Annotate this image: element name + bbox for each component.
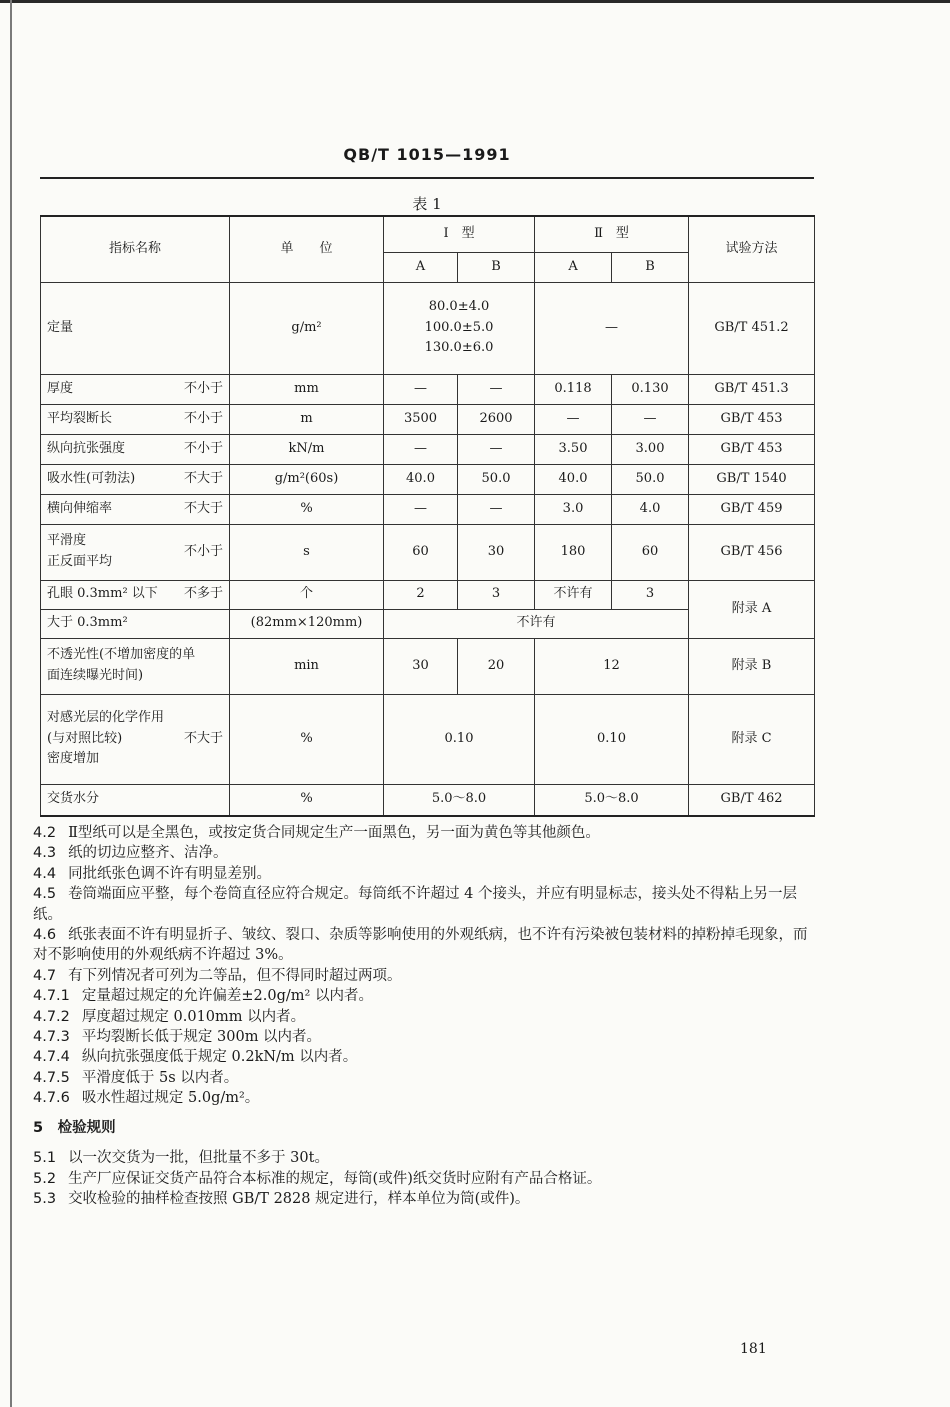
row-type1-b: — [458,494,535,524]
row-name-text: 纵向抗张强度 [47,440,126,456]
row-type1-b: — [458,434,535,464]
row-unit: (82mm×120mm) [230,609,384,638]
table-row [41,374,815,404]
row-name-line: 正反面平均 [47,554,113,569]
table-header-row [41,216,815,252]
row-name [41,434,230,464]
row-name: 定量 [41,282,230,374]
row-name [41,464,230,494]
row-name [41,404,230,434]
clause-number: 4.7 [33,967,57,984]
row-name: 交货水分 [41,784,230,816]
row-unit: s [230,524,384,580]
row-type2-a: 不许有 [535,580,612,609]
row-type1-a: 60 [384,524,458,580]
clause-number: 4.7.6 [33,1090,70,1107]
row-unit: mm [230,374,384,404]
row-type2-b: 3.00 [612,434,689,464]
row-type1-b: — [458,374,535,404]
clause [33,986,813,1006]
table-row [41,434,815,464]
row-name-text: 吸水性(可勃法) [47,470,136,486]
row-type2-b: 60 [612,524,689,580]
row-type1-values: 0.10 [384,694,535,784]
clause [33,1068,813,1088]
table-row [41,494,815,524]
row-type2-b: 4.0 [612,494,689,524]
row-name [41,374,230,404]
row-unit: g/m²(60s) [230,464,384,494]
clause-text: 吸水性超过规定 5.0g/m²。 [81,1090,260,1107]
row-type1-a: — [384,434,458,464]
value-line: 100.0±5.0 [424,319,494,335]
clause-text: 厚度超过规定 0.010mm 以内者。 [81,1008,306,1025]
clause-text: 同批纸张色调不许有明显差别。 [68,865,272,882]
clause-number: 4.7.5 [33,1069,70,1086]
clause [33,884,813,925]
row-type2-a: 0.118 [535,374,612,404]
scan-top-edge [0,0,950,3]
row-name-line: 对感光层的化学作用 [47,709,165,725]
page-number: 181 [740,1341,767,1357]
clause [33,966,813,986]
row-type1-b: 20 [458,638,535,694]
clause [33,1148,813,1168]
spec-table [40,215,815,817]
row-unit: g/m² [230,282,384,374]
clause-text: 定量超过规定的允许偏差±2.0g/m² 以内者。 [81,988,373,1005]
header-type-1: Ⅰ 型 [384,216,535,252]
table-row [41,404,815,434]
table-row [41,524,815,580]
row-name-line: 平滑度 [47,533,87,549]
clause-number: 5.2 [33,1170,57,1187]
row-name-text: 平均裂断长 [47,410,113,426]
row-unit: % [230,694,384,784]
row-type1-a: 3500 [384,404,458,434]
clause-text: 生产厂应保证交货产品符合本标准的规定，每筒(或件)纸交货时应附有产品合格证。 [68,1170,602,1187]
table-row [41,282,815,374]
row-type2-values: 12 [535,638,689,694]
document-header: QB/T 1015—1991 [343,145,511,164]
row-type1-a: 2 [384,580,458,609]
row-type1-a: 40.0 [384,464,458,494]
clause [33,843,813,863]
row-name [41,638,230,694]
value-line: 130.0±6.0 [424,340,494,356]
row-method: GB/T 453 [689,404,815,434]
row-type2-a: 40.0 [535,464,612,494]
row-unit: m [230,404,384,434]
header-method: 试验方法 [689,216,815,282]
row-qualifier: 不多于 [183,586,223,602]
row-name: 大于 0.3mm² [41,609,230,638]
clause-number: 4.4 [33,865,57,882]
row-merged-value: 不许有 [384,609,689,638]
scan-left-edge [10,0,12,1407]
row-type2-b: 3 [612,580,689,609]
row-unit: min [230,638,384,694]
clause-number: 4.2 [33,825,57,841]
row-method: GB/T 459 [689,494,815,524]
row-name [41,694,230,784]
header-type2-a: A [535,252,612,282]
row-type2-values: 5.0～8.0 [535,784,689,816]
row-unit: kN/m [230,434,384,464]
row-qualifier: 不大于 [183,730,223,746]
row-type2-values: 0.10 [535,694,689,784]
table-row [41,784,815,816]
row-type2-values: — [535,282,689,374]
clause [33,823,813,843]
header-rule [40,177,814,179]
clause [33,1169,813,1189]
row-name [41,494,230,524]
row-method: GB/T 1540 [689,464,815,494]
row-type2-a: 3.50 [535,434,612,464]
row-name [41,580,230,609]
header-indicator: 指标名称 [41,216,230,282]
clause-text: 纸张表面不许有明显折子、皱纹、裂口、杂质等影响使用的外观纸病，也不许有污染被包装材料的掉粉掉毛现象，而对不影响使用的外观纸病不许超过 3%。 [33,927,808,964]
header-type1-a: A [384,252,458,282]
row-type2-b: 0.130 [612,374,689,404]
row-name [41,524,230,580]
clause [33,925,813,966]
row-unit: 个 [230,580,384,609]
row-type2-a: 3.0 [535,494,612,524]
clause-number: 4.7.2 [33,1008,70,1025]
row-type1-b: 30 [458,524,535,580]
row-method: 附录 A [689,580,815,638]
row-qualifier: 不大于 [183,470,223,486]
header-type1-b: B [458,252,535,282]
clause-number: 5.1 [33,1150,57,1167]
row-method: GB/T 462 [689,784,815,816]
row-method: GB/T 451.2 [689,282,815,374]
table-row [41,638,815,694]
row-type1-b: 2600 [458,404,535,434]
row-name-line: 不透光性(不增加密度的单 [47,647,196,663]
clause-number: 4.7.3 [33,1029,70,1046]
row-type1-a: 30 [384,638,458,694]
row-method: GB/T 456 [689,524,815,580]
row-type1-a: — [384,374,458,404]
row-method: 附录 C [689,694,815,784]
clause-text: 纸的切边应整齐、洁净。 [68,845,228,862]
row-method: GB/T 453 [689,434,815,464]
row-type2-a: 180 [535,524,612,580]
row-type2-b: 50.0 [612,464,689,494]
row-name-text: 横向伸缩率 [47,500,113,516]
clause-number: 4.3 [33,845,57,862]
row-unit: % [230,784,384,816]
clause-text: 平滑度低于 5s 以内者。 [81,1069,239,1086]
clause-text: Ⅱ型纸可以是全黑色，或按定货合同规定生产一面黑色，另一面为黄色等其他颜色。 [68,825,600,841]
clause-text: 平均裂断长低于规定 300m 以内者。 [81,1029,322,1046]
clause [33,1007,813,1027]
body-text [33,823,813,1209]
row-type2-b: — [612,404,689,434]
row-method: 附录 B [689,638,815,694]
clause-text: 交收检验的抽样检查按照 GB/T 2828 规定进行，样本单位为筒(或件)。 [68,1190,530,1207]
clause [33,1027,813,1047]
clause-text: 有下列情况者可列为二等品，但不得同时超过两项。 [68,967,402,984]
row-type2-a: — [535,404,612,434]
header-unit: 单 位 [230,216,384,282]
table-row [41,464,815,494]
header-type-2: Ⅱ 型 [535,216,689,252]
clause [33,1047,813,1067]
row-qualifier: 不小于 [183,410,223,426]
clause-text: 卷筒端面应平整，每个卷筒直径应符合规定。每筒纸不许超过 4 个接头，并应有明显标志，接头处不得粘上另一层纸。 [33,886,798,923]
table-caption: 表 1 [412,195,442,213]
row-name-line: (与对照比较) [47,730,123,746]
row-qualifier: 不小于 [183,380,223,396]
header-type2-b: B [612,252,689,282]
row-name-text: 厚度 [47,380,74,396]
clause-number: 5.3 [33,1190,57,1207]
clause-text: 纵向抗张强度低于规定 0.2kN/m 以内者。 [81,1049,358,1066]
row-type1-values: 5.0～8.0 [384,784,535,816]
row-type1-b: 3 [458,580,535,609]
clause [33,1189,813,1209]
row-name-line: 密度增加 [47,751,100,767]
row-type1-b: 50.0 [458,464,535,494]
row-method: GB/T 451.3 [689,374,815,404]
row-qualifier: 不小于 [183,440,223,456]
row-type1-a: — [384,494,458,524]
clause-text: 以一次交货为一批，但批量不多于 30t。 [68,1150,329,1167]
section-heading: 5 检验规则 [33,1119,116,1136]
row-name-line: 面连续曝光时间) [47,668,144,683]
clause [33,864,813,884]
row-type1-values [384,282,535,374]
clause-number: 4.6 [33,927,57,944]
clause-number: 4.7.4 [33,1049,70,1066]
row-qualifier: 不大于 [183,500,223,516]
row-unit: % [230,494,384,524]
row-name-text: 孔眼 0.3mm² 以下 [47,586,158,602]
row-qualifier: 不小于 [183,543,223,559]
clause-number: 4.5 [33,886,57,903]
value-line: 80.0±4.0 [428,298,490,314]
clause-number: 4.7.1 [33,988,70,1005]
table-row [41,580,815,609]
table-row [41,694,815,784]
clause [33,1088,813,1108]
